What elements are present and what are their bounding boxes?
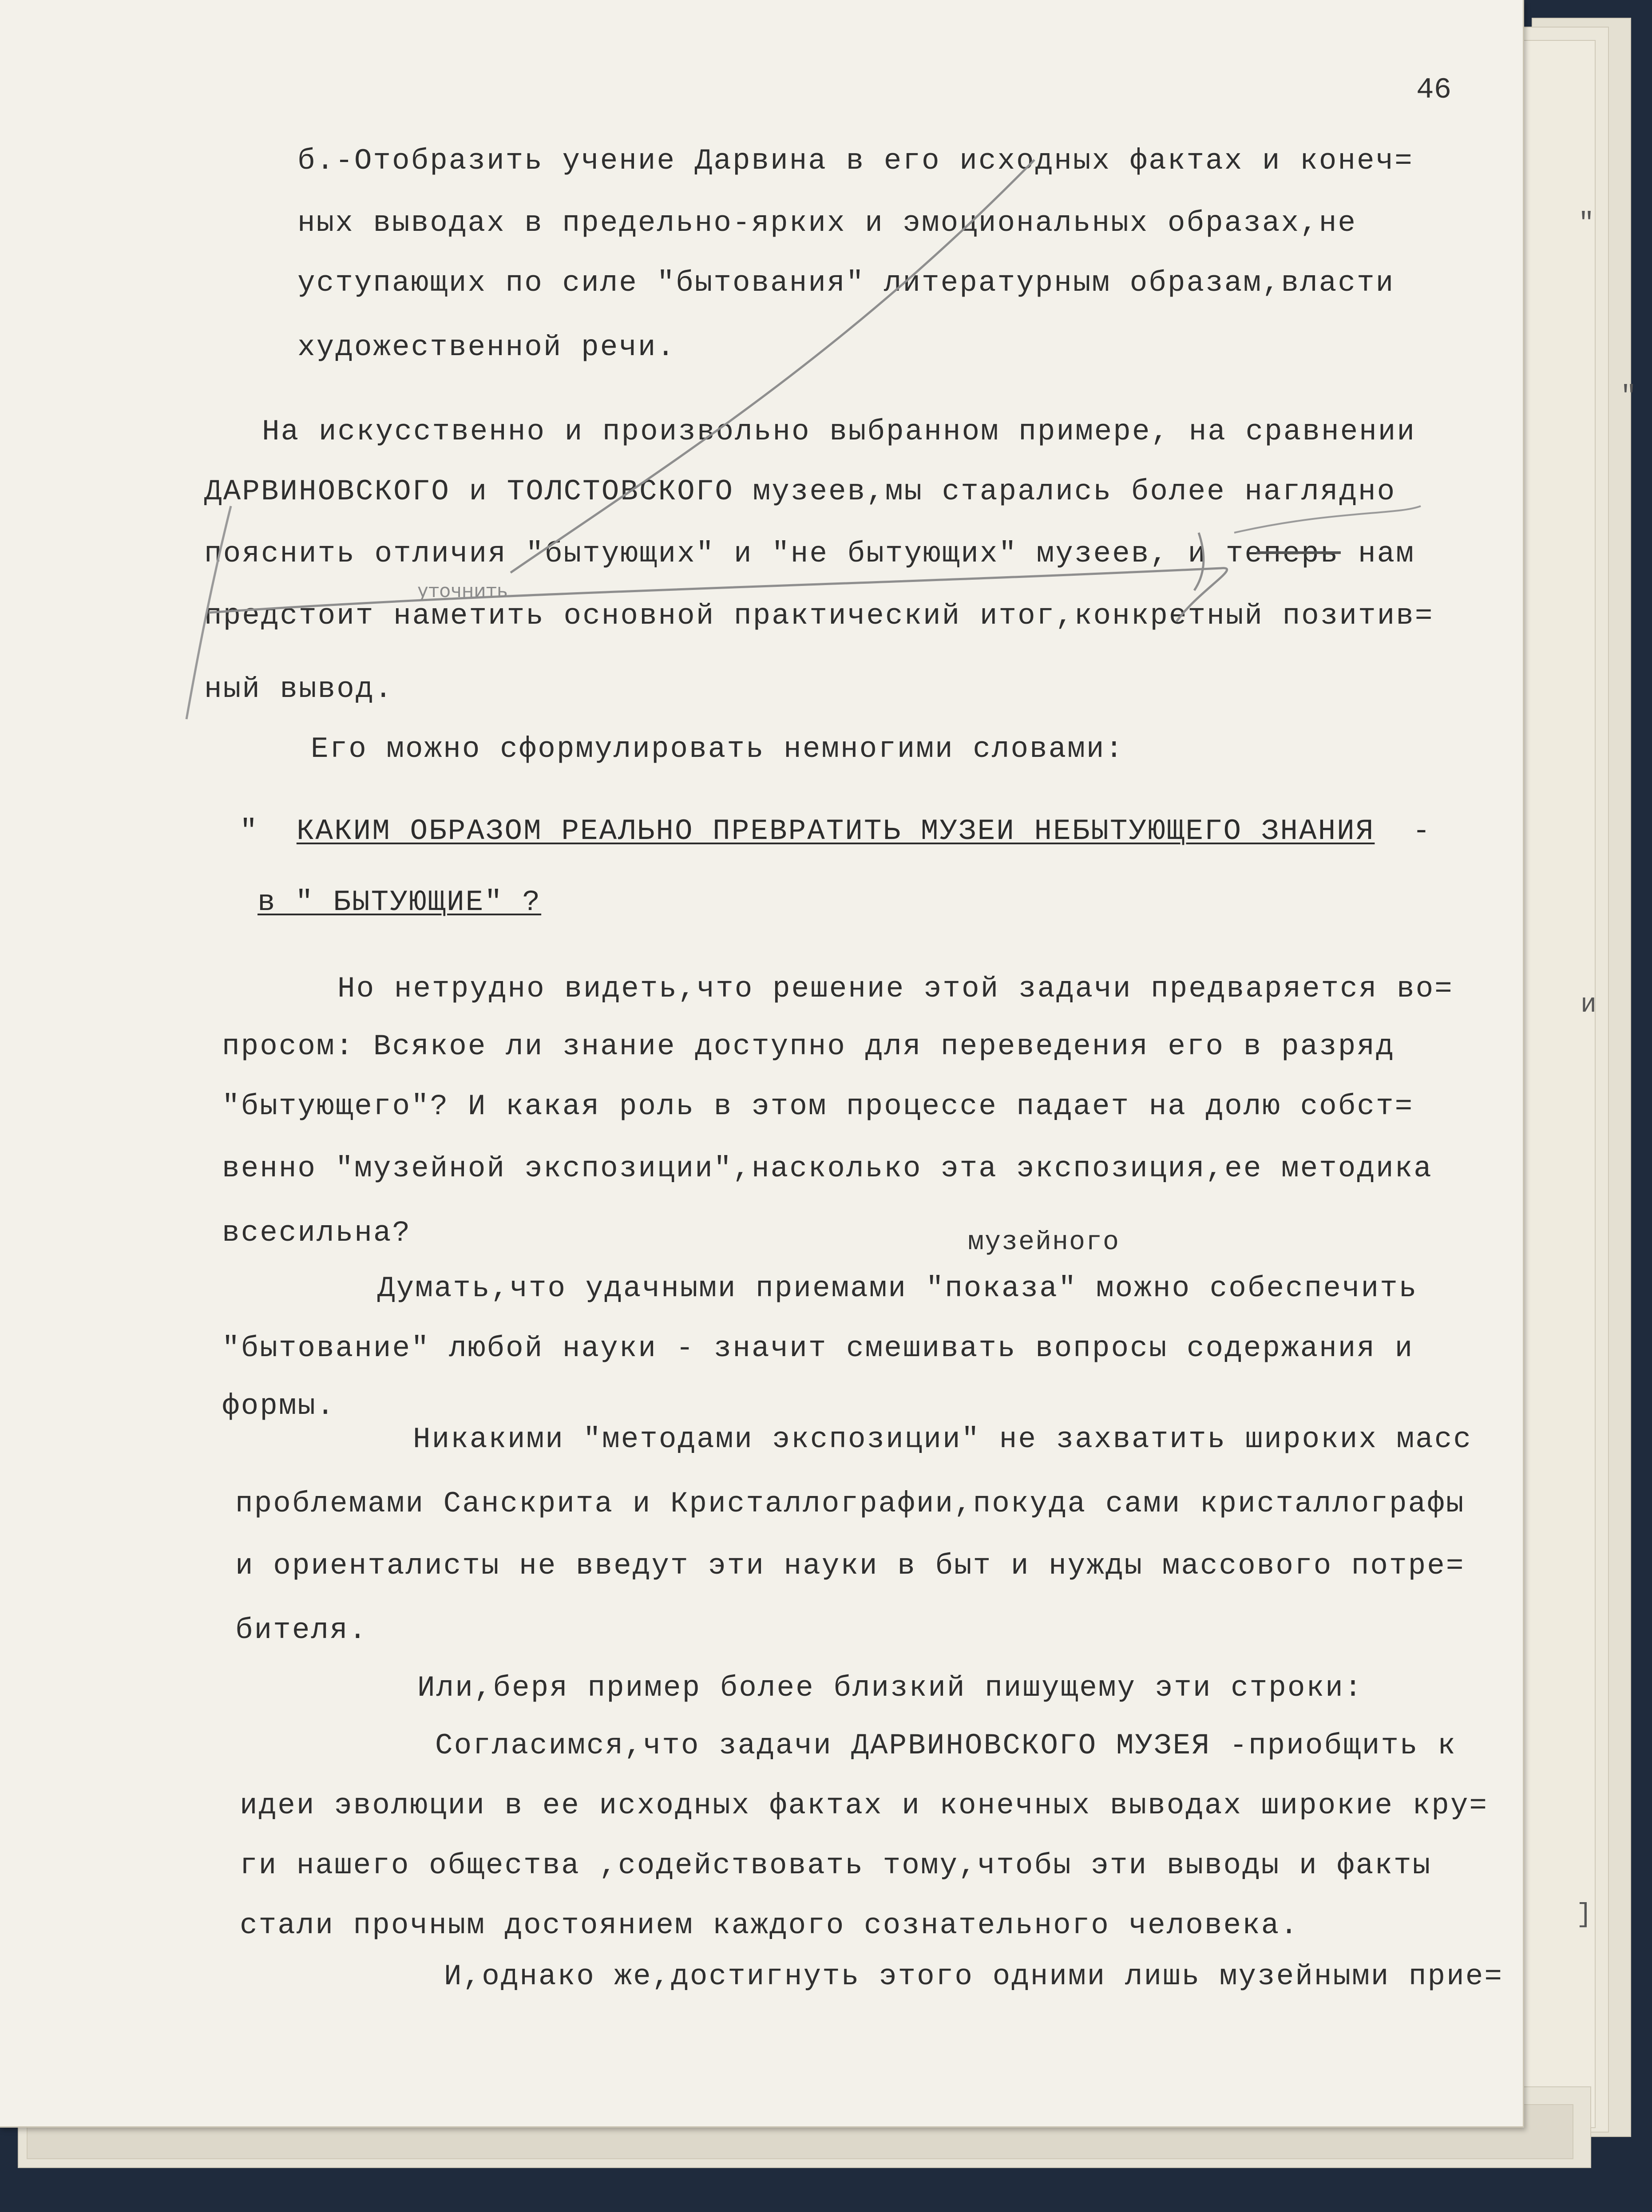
text-line: бителя. (235, 1614, 368, 1647)
text-line: На искусственно и произвольно выбранном примере, на сравнении (262, 415, 1416, 448)
margin-mark: и (1581, 990, 1597, 1020)
text-line: просом: Всякое ли знание доступно для переведения его в разряд (222, 1030, 1395, 1063)
heading-line-2 (258, 888, 541, 917)
text-line: "бытование" любой науки - значит смешивать вопросы содержания и (222, 1332, 1414, 1365)
text-line: ДАРВИНОВСКОГО и ТОЛСТОВСКОГО музеев,мы старались более наглядно (204, 475, 1396, 508)
text-line: всесильна? (222, 1216, 412, 1250)
text-line: пояснить отличия "бытующих" и "не бытующих" музеев, и теперь нам (204, 537, 1415, 570)
text-line: стали прочным достоянием каждого сознательного человека. (240, 1909, 1299, 1942)
text-line: венно "музейной экспозиции",насколько эта экспозиция,ее методика (222, 1152, 1433, 1185)
text-line: ги нашего общества ,содействовать тому,чтобы эти выводы и факты (240, 1849, 1432, 1882)
text-line: уступающих по силе "бытования" литературным образам,власти (297, 266, 1395, 300)
text-line: Думать,что удачными приемами "показа" можно собеспечить (377, 1272, 1418, 1305)
text-line: предстоит наметить основной практический итог,конкретный позитив= (204, 599, 1434, 633)
heading-open-quote: " (240, 815, 259, 848)
heading-text: в " БЫТУЮЩИЕ" ? (258, 886, 542, 919)
page-number: 46 (1416, 73, 1452, 107)
text-line: б.-Отобразить учение Дарвина в его исходных фактах и конеч= (297, 144, 1414, 178)
text-line: проблемами Санскрита и Кристаллографии,покуда сами кристаллографы (235, 1487, 1465, 1520)
margin-mark: " (1578, 209, 1595, 239)
text-line: Его можно сформулировать немногими словами: (311, 732, 1125, 766)
text-line: "бытующего"? И какая роль в этом процессе падает на долю собст= (222, 1090, 1414, 1123)
text-line: Или,беря пример более близкий пишущему эти строки: (417, 1671, 1363, 1705)
handwritten-note: уточнить (417, 580, 508, 601)
text-line: формы. (222, 1389, 336, 1423)
text-line: ных выводах в предельно-ярких и эмоциональных образах,не (297, 206, 1357, 240)
text-line: и ориенталисты не введут эти науки в быт и нужды массового потре= (235, 1549, 1465, 1583)
heading-text: КАКИМ ОБРАЗОМ РЕАЛЬНО ПРЕВРАТИТЬ МУЗЕИ НЕБЫТУЮЩЕГО ЗНАНИЯ (296, 815, 1375, 848)
text-line: художественной речи. (297, 331, 676, 364)
margin-mark: ] (1576, 1900, 1593, 1930)
heading-dash: - (1412, 815, 1432, 848)
text-line: Но нетрудно видеть,что решение этой задачи предваряется во= (337, 972, 1454, 1005)
text-line: Никакими "методами экспозиции" не захватить широких масс (413, 1423, 1472, 1456)
typed-insertion: музейного (968, 1227, 1120, 1258)
margin-mark: " (1620, 382, 1637, 412)
text-line: идеи эволюции в ее исходных фактах и конечных выводах широкие кру= (240, 1789, 1489, 1822)
text-line: Согласимся,что задачи ДАРВИНОВСКОГО МУЗЕЯ -приобщить к (435, 1729, 1457, 1762)
text-line: И,однако же,достигнуть этого одними лишь музейными прие= (444, 1960, 1503, 1993)
heading-line-1 (240, 817, 1431, 846)
text-line: ный вывод. (204, 673, 394, 706)
pencil-right-stroke (1234, 506, 1421, 533)
